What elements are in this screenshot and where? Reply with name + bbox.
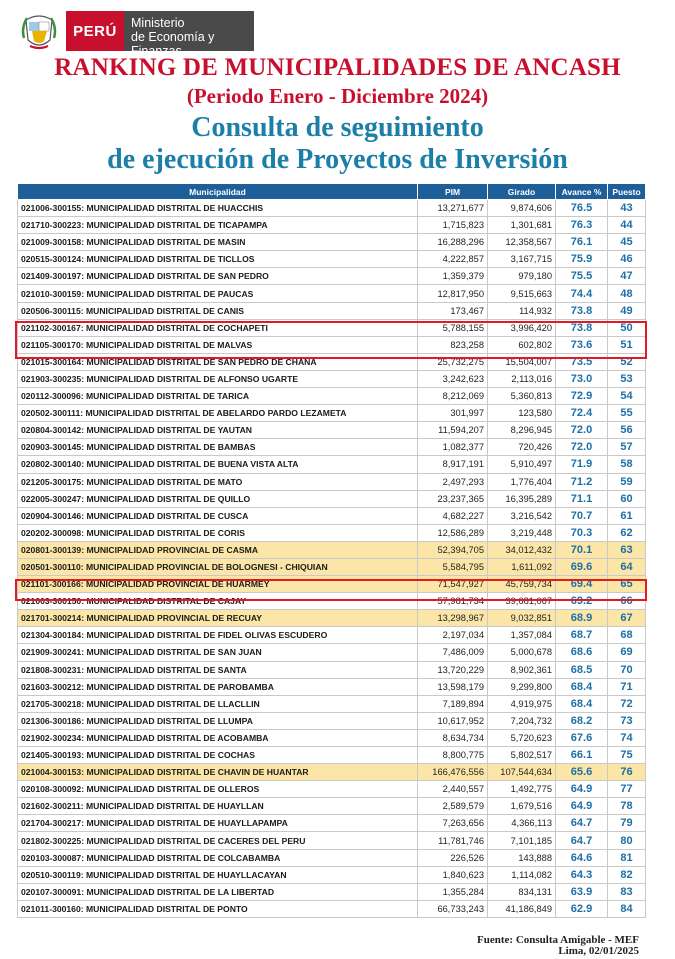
cell-municipalidad: 020502-300111: MUNICIPALIDAD DISTRITAL DE ABELARDO PARDO LEZAMETA bbox=[18, 405, 418, 422]
cell-pim: 66,733,243 bbox=[418, 900, 488, 917]
cell-puesto: 50 bbox=[608, 319, 646, 336]
cell-avance: 71.9 bbox=[556, 456, 608, 473]
ranking-table-container bbox=[17, 183, 645, 918]
cell-pim: 10,617,952 bbox=[418, 712, 488, 729]
cell-municipalidad: 020515-300124: MUNICIPALIDAD DISTRITAL DE TICLLOS bbox=[18, 251, 418, 268]
cell-pim: 25,732,275 bbox=[418, 353, 488, 370]
cell-municipalidad: 021902-300234: MUNICIPALIDAD DISTRITAL DE ACOBAMBA bbox=[18, 729, 418, 746]
table-row bbox=[18, 815, 646, 832]
table-header-row bbox=[18, 184, 646, 200]
cell-girado: 5,720,623 bbox=[488, 729, 556, 746]
cell-municipalidad: 020903-300145: MUNICIPALIDAD DISTRITAL DE BAMBAS bbox=[18, 439, 418, 456]
cell-municipalidad: 020804-300142: MUNICIPALIDAD DISTRITAL DE YAUTAN bbox=[18, 422, 418, 439]
cell-municipalidad: 021015-300164: MUNICIPALIDAD DISTRITAL DE SAN PEDRO DE CHANA bbox=[18, 353, 418, 370]
cell-girado: 602,802 bbox=[488, 336, 556, 353]
cell-avance: 70.1 bbox=[556, 541, 608, 558]
cell-avance: 63.9 bbox=[556, 883, 608, 900]
peru-brand: PERÚ bbox=[66, 11, 124, 51]
cell-girado: 3,219,448 bbox=[488, 524, 556, 541]
cell-municipalidad: 021903-300235: MUNICIPALIDAD DISTRITAL DE ALFONSO UGARTE bbox=[18, 370, 418, 387]
table-row bbox=[18, 644, 646, 661]
cell-pim: 8,634,734 bbox=[418, 729, 488, 746]
cell-municipalidad: 020506-300115: MUNICIPALIDAD DISTRITAL DE CANIS bbox=[18, 302, 418, 319]
cell-municipalidad: 021705-300218: MUNICIPALIDAD DISTRITAL DE LLACLLIN bbox=[18, 695, 418, 712]
cell-avance: 68.7 bbox=[556, 627, 608, 644]
cell-pim: 1,840,623 bbox=[418, 866, 488, 883]
cell-puesto: 48 bbox=[608, 285, 646, 302]
cell-puesto: 70 bbox=[608, 661, 646, 678]
table-row bbox=[18, 712, 646, 729]
cell-puesto: 64 bbox=[608, 558, 646, 575]
cell-municipalidad: 021710-300223: MUNICIPALIDAD DISTRITAL DE TICAPAMPA bbox=[18, 217, 418, 234]
cell-puesto: 81 bbox=[608, 849, 646, 866]
ministry-line2: de Economía y Finanzas bbox=[131, 30, 215, 58]
cell-puesto: 82 bbox=[608, 866, 646, 883]
cell-pim: 301,997 bbox=[418, 405, 488, 422]
cell-avance: 68.6 bbox=[556, 644, 608, 661]
cell-pim: 7,486,009 bbox=[418, 644, 488, 661]
cell-girado: 1,776,404 bbox=[488, 473, 556, 490]
cell-pim: 13,271,677 bbox=[418, 200, 488, 217]
cell-municipalidad: 021808-300231: MUNICIPALIDAD DISTRITAL DE SANTA bbox=[18, 661, 418, 678]
cell-pim: 1,715,823 bbox=[418, 217, 488, 234]
cell-puesto: 55 bbox=[608, 405, 646, 422]
cell-municipalidad: 021004-300153: MUNICIPALIDAD DISTRITAL DE CHAVIN DE HUANTAR bbox=[18, 764, 418, 781]
cell-puesto: 84 bbox=[608, 900, 646, 917]
cell-avance: 71.1 bbox=[556, 490, 608, 507]
col-header-avance: Avance % bbox=[556, 184, 608, 200]
cell-avance: 64.9 bbox=[556, 781, 608, 798]
cell-puesto: 56 bbox=[608, 422, 646, 439]
cell-girado: 114,932 bbox=[488, 302, 556, 319]
cell-avance: 64.7 bbox=[556, 832, 608, 849]
cell-municipalidad: 020801-300139: MUNICIPALIDAD PROVINCIAL DE CASMA bbox=[18, 541, 418, 558]
cell-avance: 74.4 bbox=[556, 285, 608, 302]
consulta-title-line2: de ejecución de Proyectos de Inversión bbox=[107, 144, 568, 175]
cell-girado: 2,113,016 bbox=[488, 370, 556, 387]
cell-girado: 12,358,567 bbox=[488, 234, 556, 251]
cell-girado: 4,366,113 bbox=[488, 815, 556, 832]
cell-girado: 5,360,813 bbox=[488, 388, 556, 405]
cell-puesto: 72 bbox=[608, 695, 646, 712]
cell-girado: 15,504,007 bbox=[488, 353, 556, 370]
cell-girado: 123,580 bbox=[488, 405, 556, 422]
cell-girado: 3,216,542 bbox=[488, 507, 556, 524]
cell-puesto: 43 bbox=[608, 200, 646, 217]
cell-girado: 107,544,634 bbox=[488, 764, 556, 781]
cell-puesto: 66 bbox=[608, 593, 646, 610]
ranking-table bbox=[17, 183, 646, 918]
col-header-puesto: Puesto bbox=[608, 184, 646, 200]
cell-pim: 13,720,229 bbox=[418, 661, 488, 678]
cell-puesto: 68 bbox=[608, 627, 646, 644]
cell-puesto: 57 bbox=[608, 439, 646, 456]
cell-pim: 5,584,795 bbox=[418, 558, 488, 575]
table-row bbox=[18, 353, 646, 370]
cell-pim: 23,237,365 bbox=[418, 490, 488, 507]
cell-avance: 73.6 bbox=[556, 336, 608, 353]
col-header-girado: Girado bbox=[488, 184, 556, 200]
cell-puesto: 61 bbox=[608, 507, 646, 524]
cell-puesto: 78 bbox=[608, 798, 646, 815]
cell-puesto: 60 bbox=[608, 490, 646, 507]
cell-pim: 2,589,579 bbox=[418, 798, 488, 815]
cell-puesto: 45 bbox=[608, 234, 646, 251]
cell-municipalidad: 021304-300184: MUNICIPALIDAD DISTRITAL DE FIDEL OLIVAS ESCUDERO bbox=[18, 627, 418, 644]
table-row bbox=[18, 558, 646, 575]
cell-avance: 72.9 bbox=[556, 388, 608, 405]
source-text: Fuente: Consulta Amigable - MEF bbox=[477, 934, 639, 946]
cell-pim: 8,800,775 bbox=[418, 747, 488, 764]
cell-pim: 12,586,289 bbox=[418, 524, 488, 541]
cell-pim: 1,359,379 bbox=[418, 268, 488, 285]
cell-avance: 76.1 bbox=[556, 234, 608, 251]
cell-municipalidad: 021704-300217: MUNICIPALIDAD DISTRITAL DE HUAYLLAPAMPA bbox=[18, 815, 418, 832]
cell-puesto: 77 bbox=[608, 781, 646, 798]
cell-avance: 64.7 bbox=[556, 815, 608, 832]
cell-puesto: 63 bbox=[608, 541, 646, 558]
cell-puesto: 79 bbox=[608, 815, 646, 832]
table-row bbox=[18, 439, 646, 456]
cell-municipalidad: 021003-300150: MUNICIPALIDAD DISTRITAL DE CAJAY bbox=[18, 593, 418, 610]
cell-municipalidad: 021009-300158: MUNICIPALIDAD DISTRITAL DE MASIN bbox=[18, 234, 418, 251]
cell-avance: 71.2 bbox=[556, 473, 608, 490]
cell-girado: 34,012,432 bbox=[488, 541, 556, 558]
cell-municipalidad: 022005-300247: MUNICIPALIDAD DISTRITAL DE QUILLO bbox=[18, 490, 418, 507]
cell-pim: 8,917,191 bbox=[418, 456, 488, 473]
cell-puesto: 58 bbox=[608, 456, 646, 473]
mef-logo bbox=[20, 8, 254, 58]
table-row bbox=[18, 302, 646, 319]
cell-pim: 2,497,293 bbox=[418, 473, 488, 490]
cell-pim: 12,817,950 bbox=[418, 285, 488, 302]
cell-girado: 4,919,975 bbox=[488, 695, 556, 712]
table-row bbox=[18, 507, 646, 524]
ministry-name bbox=[124, 11, 254, 58]
cell-avance: 73.5 bbox=[556, 353, 608, 370]
cell-girado: 5,910,497 bbox=[488, 456, 556, 473]
cell-municipalidad: 021102-300167: MUNICIPALIDAD DISTRITAL DE COCHAPETI bbox=[18, 319, 418, 336]
cell-puesto: 73 bbox=[608, 712, 646, 729]
cell-avance: 75.5 bbox=[556, 268, 608, 285]
cell-pim: 1,355,284 bbox=[418, 883, 488, 900]
cell-municipalidad: 021603-300212: MUNICIPALIDAD DISTRITAL DE PAROBAMBA bbox=[18, 678, 418, 695]
cell-puesto: 51 bbox=[608, 336, 646, 353]
cell-avance: 72.4 bbox=[556, 405, 608, 422]
table-row bbox=[18, 473, 646, 490]
cell-municipalidad: 020904-300146: MUNICIPALIDAD DISTRITAL DE CUSCA bbox=[18, 507, 418, 524]
cell-puesto: 52 bbox=[608, 353, 646, 370]
cell-avance: 64.6 bbox=[556, 849, 608, 866]
cell-pim: 3,242,623 bbox=[418, 370, 488, 387]
table-row bbox=[18, 200, 646, 217]
cell-avance: 64.9 bbox=[556, 798, 608, 815]
table-row bbox=[18, 405, 646, 422]
cell-municipalidad: 020501-300110: MUNICIPALIDAD PROVINCIAL DE BOLOGNESI - CHIQUIAN bbox=[18, 558, 418, 575]
cell-girado: 9,299,800 bbox=[488, 678, 556, 695]
cell-municipalidad: 020202-300098: MUNICIPALIDAD DISTRITAL DE CORIS bbox=[18, 524, 418, 541]
table-row bbox=[18, 388, 646, 405]
cell-avance: 76.5 bbox=[556, 200, 608, 217]
cell-girado: 8,296,945 bbox=[488, 422, 556, 439]
cell-municipalidad: 020103-300087: MUNICIPALIDAD DISTRITAL DE COLCABAMBA bbox=[18, 849, 418, 866]
table-row bbox=[18, 251, 646, 268]
cell-avance: 73.8 bbox=[556, 302, 608, 319]
cell-puesto: 44 bbox=[608, 217, 646, 234]
table-row bbox=[18, 422, 646, 439]
cell-girado: 3,167,715 bbox=[488, 251, 556, 268]
cell-puesto: 69 bbox=[608, 644, 646, 661]
cell-pim: 11,781,746 bbox=[418, 832, 488, 849]
cell-pim: 13,598,179 bbox=[418, 678, 488, 695]
cell-avance: 68.4 bbox=[556, 695, 608, 712]
cell-pim: 2,440,557 bbox=[418, 781, 488, 798]
cell-pim: 13,298,967 bbox=[418, 610, 488, 627]
cell-puesto: 67 bbox=[608, 610, 646, 627]
table-row bbox=[18, 234, 646, 251]
page-title: RANKING DE MUNICIPALIDADES DE ANCASH bbox=[54, 54, 621, 81]
cell-girado: 16,395,289 bbox=[488, 490, 556, 507]
cell-pim: 823,258 bbox=[418, 336, 488, 353]
table-row bbox=[18, 370, 646, 387]
cell-avance: 64.3 bbox=[556, 866, 608, 883]
table-row bbox=[18, 900, 646, 917]
cell-avance: 70.3 bbox=[556, 524, 608, 541]
cell-girado: 1,114,082 bbox=[488, 866, 556, 883]
cell-avance: 69.2 bbox=[556, 593, 608, 610]
table-row bbox=[18, 319, 646, 336]
table-row bbox=[18, 285, 646, 302]
table-row bbox=[18, 798, 646, 815]
table-row bbox=[18, 832, 646, 849]
cell-municipalidad: 021409-300197: MUNICIPALIDAD DISTRITAL DE SAN PEDRO bbox=[18, 268, 418, 285]
peru-coat-of-arms-icon bbox=[20, 10, 58, 52]
cell-puesto: 47 bbox=[608, 268, 646, 285]
cell-municipalidad: 020107-300091: MUNICIPALIDAD DISTRITAL DE LA LIBERTAD bbox=[18, 883, 418, 900]
cell-pim: 2,197,034 bbox=[418, 627, 488, 644]
cell-pim: 5,788,155 bbox=[418, 319, 488, 336]
cell-municipalidad: 021405-300193: MUNICIPALIDAD DISTRITAL DE COCHAS bbox=[18, 747, 418, 764]
table-row bbox=[18, 456, 646, 473]
table-row bbox=[18, 490, 646, 507]
cell-girado: 1,679,516 bbox=[488, 798, 556, 815]
cell-girado: 7,101,185 bbox=[488, 832, 556, 849]
cell-pim: 7,263,656 bbox=[418, 815, 488, 832]
cell-puesto: 74 bbox=[608, 729, 646, 746]
cell-avance: 65.6 bbox=[556, 764, 608, 781]
source-note bbox=[477, 935, 639, 957]
cell-girado: 9,874,606 bbox=[488, 200, 556, 217]
cell-municipalidad: 021909-300241: MUNICIPALIDAD DISTRITAL DE SAN JUAN bbox=[18, 644, 418, 661]
cell-avance: 76.3 bbox=[556, 217, 608, 234]
cell-puesto: 80 bbox=[608, 832, 646, 849]
cell-girado: 39,681,067 bbox=[488, 593, 556, 610]
cell-girado: 5,802,517 bbox=[488, 747, 556, 764]
cell-municipalidad: 021105-300170: MUNICIPALIDAD DISTRITAL DE MALVAS bbox=[18, 336, 418, 353]
cell-girado: 9,515,663 bbox=[488, 285, 556, 302]
cell-municipalidad: 020108-300092: MUNICIPALIDAD DISTRITAL DE OLLEROS bbox=[18, 781, 418, 798]
cell-municipalidad: 021802-300225: MUNICIPALIDAD DISTRITAL DE CACERES DEL PERU bbox=[18, 832, 418, 849]
cell-municipalidad: 021010-300159: MUNICIPALIDAD DISTRITAL DE PAUCAS bbox=[18, 285, 418, 302]
cell-avance: 68.5 bbox=[556, 661, 608, 678]
table-row bbox=[18, 678, 646, 695]
cell-pim: 166,476,556 bbox=[418, 764, 488, 781]
cell-girado: 9,032,851 bbox=[488, 610, 556, 627]
cell-puesto: 65 bbox=[608, 576, 646, 593]
table-row bbox=[18, 866, 646, 883]
cell-municipalidad: 021006-300155: MUNICIPALIDAD DISTRITAL DE HUACCHIS bbox=[18, 200, 418, 217]
cell-avance: 72.0 bbox=[556, 422, 608, 439]
cell-municipalidad: 020510-300119: MUNICIPALIDAD DISTRITAL DE HUAYLLACAYAN bbox=[18, 866, 418, 883]
table-row bbox=[18, 541, 646, 558]
cell-girado: 979,180 bbox=[488, 268, 556, 285]
cell-puesto: 53 bbox=[608, 370, 646, 387]
cell-municipalidad: 021602-300211: MUNICIPALIDAD DISTRITAL DE HUAYLLAN bbox=[18, 798, 418, 815]
cell-avance: 72.0 bbox=[556, 439, 608, 456]
cell-avance: 68.2 bbox=[556, 712, 608, 729]
cell-pim: 8,212,069 bbox=[418, 388, 488, 405]
consulta-title-line1: Consulta de seguimiento bbox=[191, 112, 484, 143]
table-row bbox=[18, 695, 646, 712]
cell-girado: 41,186,849 bbox=[488, 900, 556, 917]
cell-avance: 73.8 bbox=[556, 319, 608, 336]
cell-puesto: 54 bbox=[608, 388, 646, 405]
col-header-municipalidad: Municipalidad bbox=[18, 184, 418, 200]
table-row bbox=[18, 729, 646, 746]
cell-puesto: 59 bbox=[608, 473, 646, 490]
cell-girado: 1,492,775 bbox=[488, 781, 556, 798]
cell-municipalidad: 021306-300186: MUNICIPALIDAD DISTRITAL DE LLUMPA bbox=[18, 712, 418, 729]
cell-avance: 66.1 bbox=[556, 747, 608, 764]
cell-puesto: 46 bbox=[608, 251, 646, 268]
cell-girado: 1,301,681 bbox=[488, 217, 556, 234]
cell-puesto: 83 bbox=[608, 883, 646, 900]
cell-girado: 1,357,084 bbox=[488, 627, 556, 644]
table-row bbox=[18, 764, 646, 781]
cell-avance: 68.4 bbox=[556, 678, 608, 695]
col-header-pim: PIM bbox=[418, 184, 488, 200]
table-row bbox=[18, 593, 646, 610]
table-row bbox=[18, 336, 646, 353]
ministry-line1: Ministerio bbox=[131, 16, 185, 30]
cell-pim: 226,526 bbox=[418, 849, 488, 866]
cell-girado: 45,759,734 bbox=[488, 576, 556, 593]
cell-puesto: 71 bbox=[608, 678, 646, 695]
period-subtitle: (Periodo Enero - Diciembre 2024) bbox=[186, 84, 489, 108]
cell-municipalidad: 021205-300175: MUNICIPALIDAD DISTRITAL DE MATO bbox=[18, 473, 418, 490]
cell-girado: 720,426 bbox=[488, 439, 556, 456]
cell-girado: 8,902,361 bbox=[488, 661, 556, 678]
cell-avance: 62.9 bbox=[556, 900, 608, 917]
cell-municipalidad: 021701-300214: MUNICIPALIDAD PROVINCIAL DE RECUAY bbox=[18, 610, 418, 627]
source-date: Lima, 02/01/2025 bbox=[558, 945, 639, 957]
cell-puesto: 62 bbox=[608, 524, 646, 541]
cell-avance: 68.9 bbox=[556, 610, 608, 627]
cell-girado: 1,611,092 bbox=[488, 558, 556, 575]
cell-pim: 52,394,705 bbox=[418, 541, 488, 558]
table-row bbox=[18, 781, 646, 798]
table-row bbox=[18, 747, 646, 764]
table-row bbox=[18, 576, 646, 593]
table-row bbox=[18, 883, 646, 900]
cell-pim: 71,547,927 bbox=[418, 576, 488, 593]
cell-girado: 7,204,732 bbox=[488, 712, 556, 729]
cell-girado: 3,996,420 bbox=[488, 319, 556, 336]
cell-avance: 69.4 bbox=[556, 576, 608, 593]
cell-puesto: 49 bbox=[608, 302, 646, 319]
cell-municipalidad: 021011-300160: MUNICIPALIDAD DISTRITAL DE PONTO bbox=[18, 900, 418, 917]
cell-girado: 834,131 bbox=[488, 883, 556, 900]
cell-pim: 4,222,857 bbox=[418, 251, 488, 268]
cell-pim: 173,467 bbox=[418, 302, 488, 319]
cell-pim: 11,594,207 bbox=[418, 422, 488, 439]
cell-girado: 5,000,678 bbox=[488, 644, 556, 661]
table-row bbox=[18, 524, 646, 541]
table-row bbox=[18, 217, 646, 234]
table-row bbox=[18, 610, 646, 627]
cell-avance: 69.6 bbox=[556, 558, 608, 575]
cell-municipalidad: 021101-300166: MUNICIPALIDAD PROVINCIAL DE HUARMEY bbox=[18, 576, 418, 593]
cell-puesto: 76 bbox=[608, 764, 646, 781]
cell-avance: 73.0 bbox=[556, 370, 608, 387]
cell-municipalidad: 020112-300096: MUNICIPALIDAD DISTRITAL DE TARICA bbox=[18, 388, 418, 405]
cell-avance: 75.9 bbox=[556, 251, 608, 268]
cell-pim: 57,981,734 bbox=[418, 593, 488, 610]
cell-avance: 70.7 bbox=[556, 507, 608, 524]
cell-girado: 143,888 bbox=[488, 849, 556, 866]
table-row bbox=[18, 268, 646, 285]
cell-municipalidad: 020802-300140: MUNICIPALIDAD DISTRITAL DE BUENA VISTA ALTA bbox=[18, 456, 418, 473]
cell-pim: 4,682,227 bbox=[418, 507, 488, 524]
cell-puesto: 75 bbox=[608, 747, 646, 764]
table-row bbox=[18, 661, 646, 678]
cell-avance: 67.6 bbox=[556, 729, 608, 746]
cell-pim: 1,082,377 bbox=[418, 439, 488, 456]
table-row bbox=[18, 627, 646, 644]
cell-pim: 7,189,894 bbox=[418, 695, 488, 712]
table-row bbox=[18, 849, 646, 866]
cell-pim: 16,288,296 bbox=[418, 234, 488, 251]
